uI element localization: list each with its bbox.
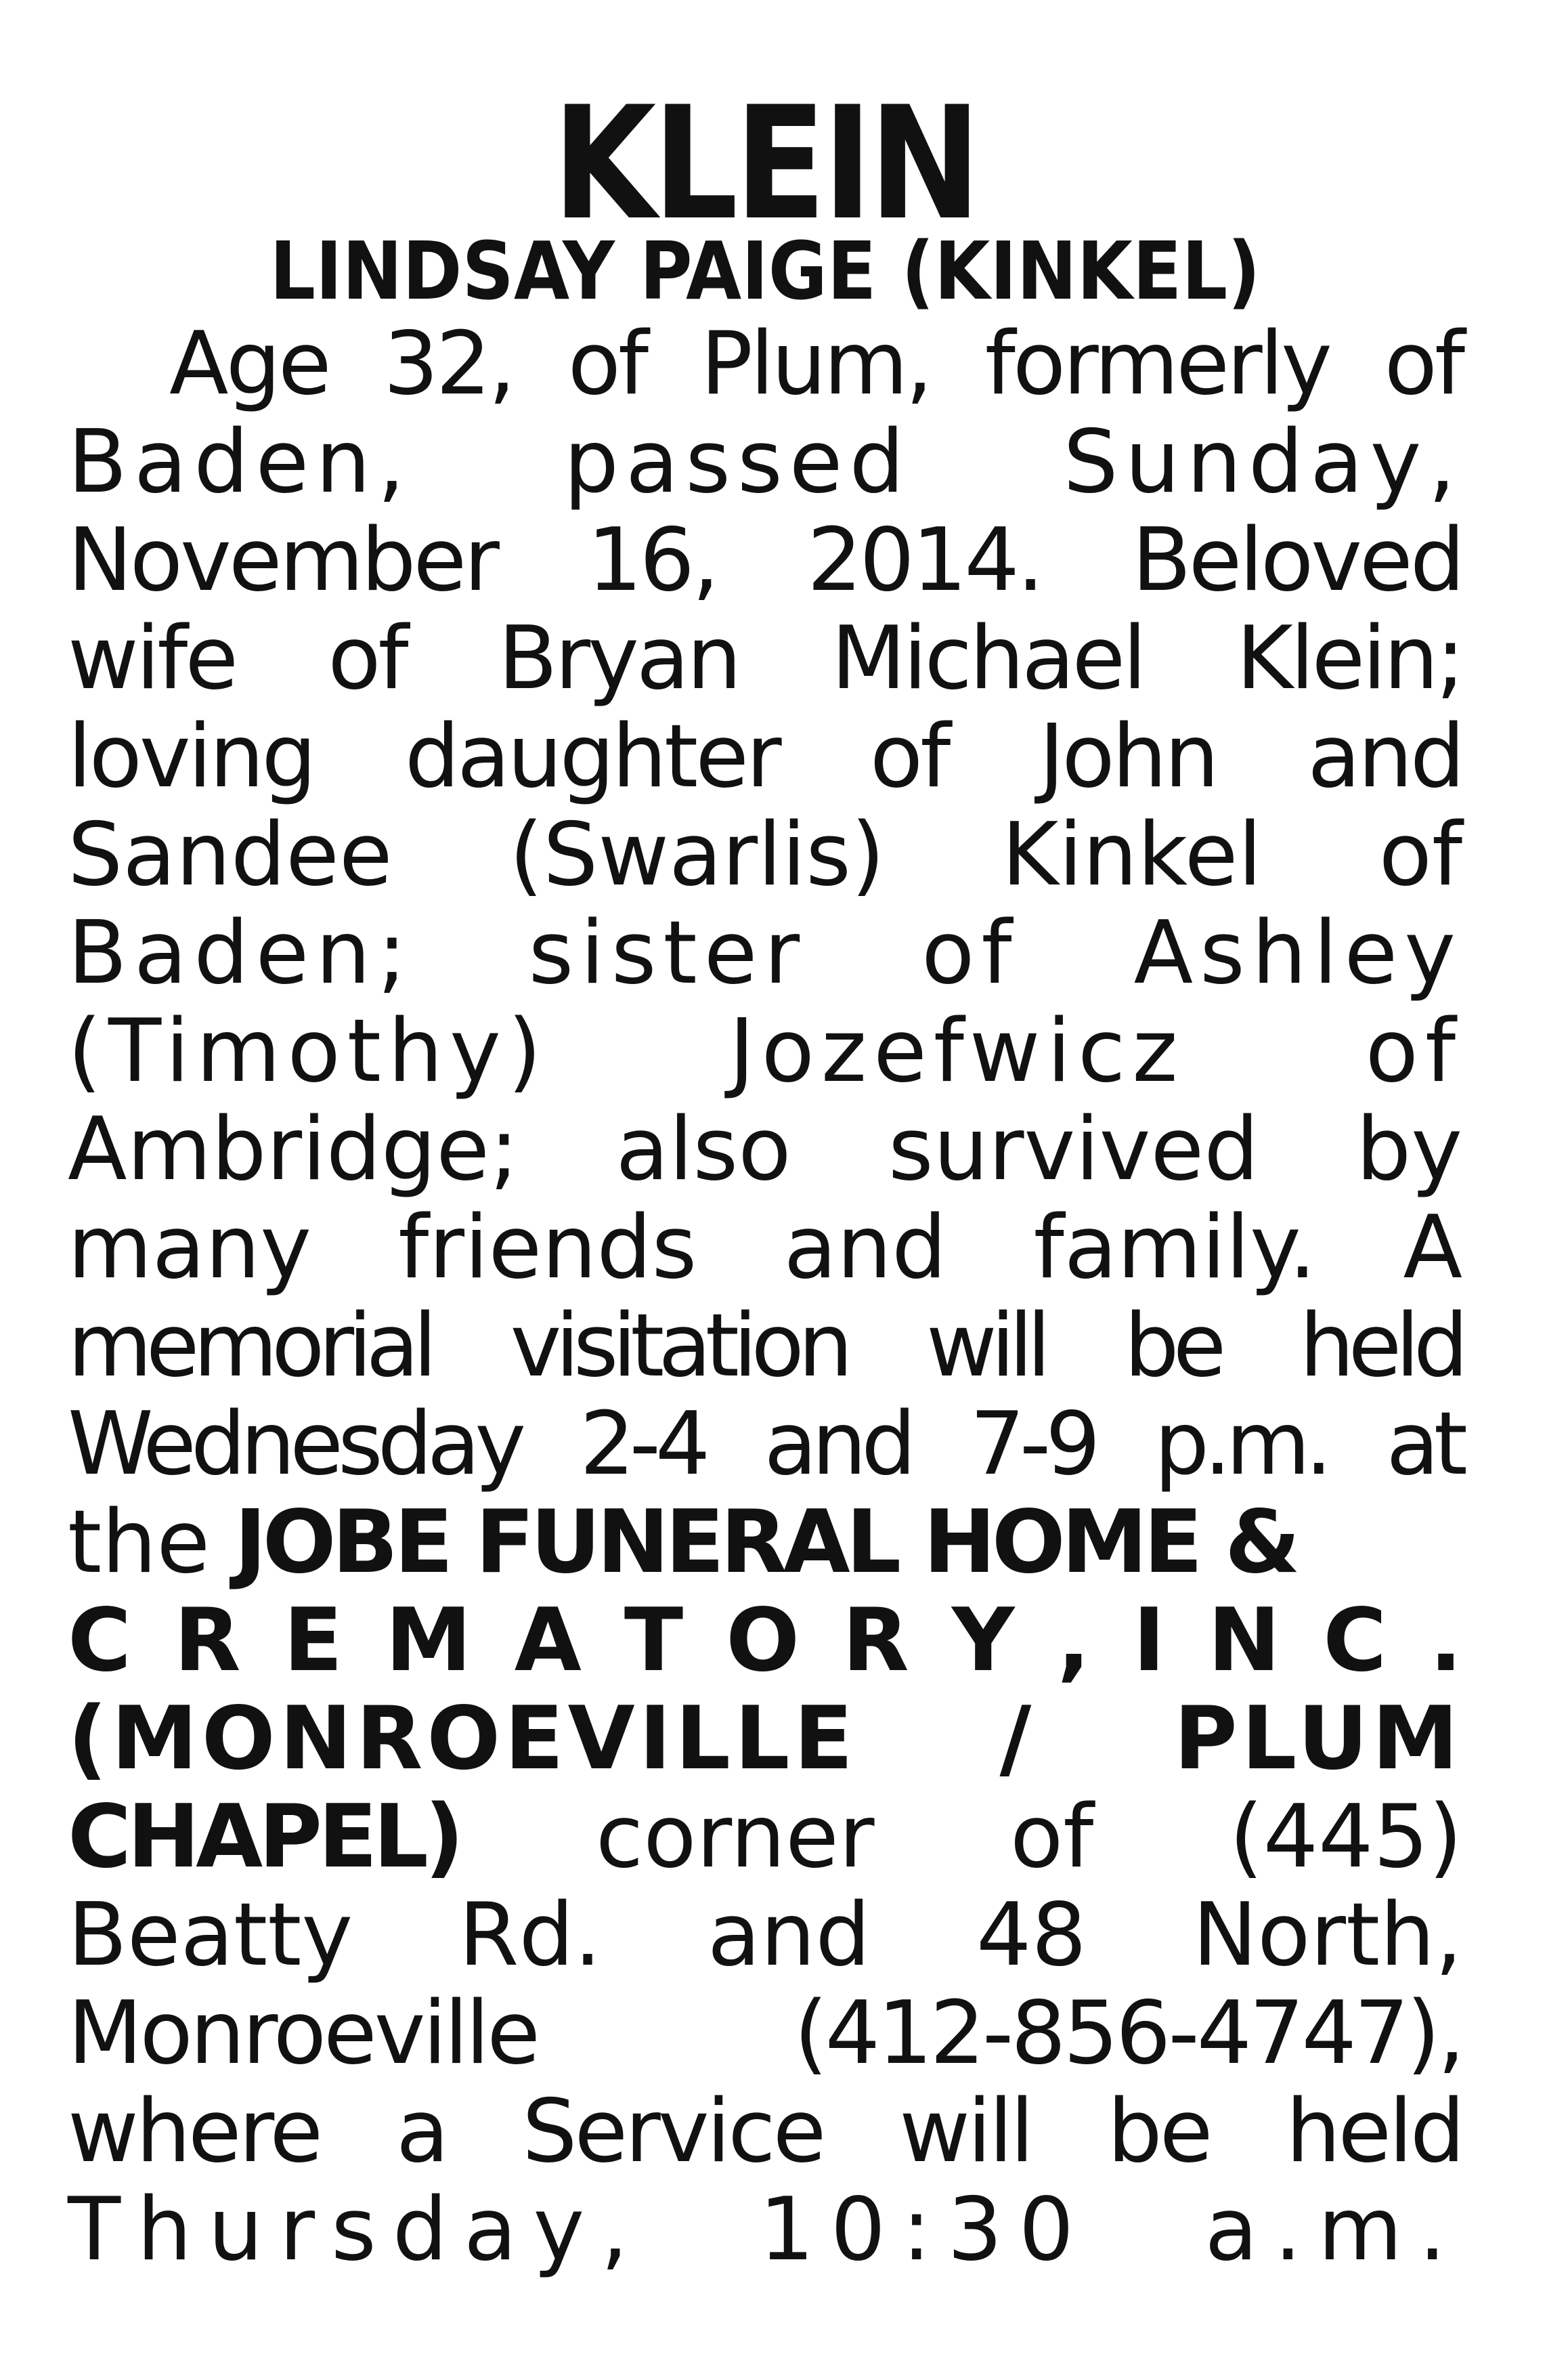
body-word: (Swarlis) bbox=[509, 805, 885, 905]
body-word: by bbox=[1355, 1099, 1462, 1200]
body-word: (MONROEVILLE bbox=[68, 1688, 857, 1789]
body-word: where bbox=[68, 2081, 321, 2182]
body-letter: A bbox=[514, 1590, 582, 1691]
body-word: Bryan bbox=[498, 608, 739, 709]
body-letter: C bbox=[1323, 1590, 1387, 1691]
body-word: Plum, bbox=[700, 314, 930, 414]
body-word: 10:30 bbox=[759, 2179, 1091, 2280]
body-word: Kinkel bbox=[1001, 805, 1262, 905]
body-line bbox=[68, 806, 1462, 904]
body-word: a.m. bbox=[1204, 2179, 1462, 2280]
body-word: friends bbox=[398, 1197, 697, 1298]
body-letter: . bbox=[1429, 1590, 1462, 1691]
body-word: also bbox=[615, 1099, 791, 1200]
body-word: / bbox=[999, 1688, 1032, 1789]
body-word: 32, bbox=[383, 314, 513, 414]
body-word: formerly bbox=[984, 314, 1330, 414]
body-word: Service bbox=[522, 2081, 824, 2182]
body-line bbox=[68, 2083, 1462, 2181]
body-line bbox=[68, 1886, 1462, 1984]
body-word: of bbox=[1378, 805, 1462, 905]
body-letter: N bbox=[1208, 1590, 1281, 1691]
body-word: be bbox=[1124, 1296, 1221, 1396]
body-letter: C bbox=[68, 1590, 131, 1691]
body-word: PLUM bbox=[1173, 1688, 1462, 1789]
body-line bbox=[68, 1493, 1462, 1592]
body-letter: R bbox=[174, 1590, 241, 1691]
body-word: Thursday, bbox=[68, 2179, 645, 2280]
body-letter: O bbox=[726, 1590, 800, 1691]
surname-heading: KLEIN bbox=[552, 74, 978, 255]
body-word: and bbox=[764, 1394, 911, 1495]
body-word: of bbox=[567, 314, 646, 414]
body-word: A bbox=[1403, 1197, 1462, 1298]
body-word: and bbox=[1307, 706, 1462, 807]
body-word: at bbox=[1386, 1394, 1462, 1495]
body-word: 7-9 bbox=[970, 1394, 1095, 1495]
body-word: survived bbox=[888, 1099, 1259, 1200]
body-line bbox=[68, 1199, 1462, 1297]
body-word: Ashley bbox=[1133, 903, 1462, 1004]
body-word: Jozefwicz bbox=[728, 1001, 1185, 1102]
body-word: 16, bbox=[587, 510, 717, 611]
body-word: Ambridge; bbox=[68, 1099, 519, 1200]
body-word: Baden, bbox=[68, 412, 412, 513]
body-word: will bbox=[925, 1296, 1045, 1396]
body-word: Sandee bbox=[68, 805, 393, 905]
body-line bbox=[68, 1592, 1462, 1690]
body-word: of bbox=[869, 706, 949, 807]
body-line bbox=[68, 2181, 1462, 2279]
body-line bbox=[68, 1395, 1462, 1493]
body-word: visitation bbox=[510, 1296, 847, 1396]
body-word: 2-4 bbox=[580, 1394, 705, 1495]
body-word: held bbox=[1286, 2081, 1462, 2182]
phone-number: (412-856-4747), bbox=[793, 1983, 1462, 2084]
body-word: and bbox=[707, 1885, 871, 1986]
body-word: will bbox=[899, 2081, 1032, 2182]
body-line bbox=[68, 1984, 1462, 2083]
body-word: loving bbox=[68, 706, 314, 807]
body-word: family. bbox=[1033, 1197, 1317, 1298]
body-word: Rd. bbox=[458, 1885, 602, 1986]
body-word: of bbox=[1384, 314, 1462, 414]
body-word: a bbox=[395, 2081, 447, 2182]
body-word: sister bbox=[528, 903, 807, 1004]
body-line bbox=[68, 708, 1462, 806]
body-letter: , bbox=[1057, 1590, 1091, 1691]
body-word: Age bbox=[169, 314, 329, 414]
body-word: Wednesday bbox=[68, 1394, 521, 1495]
body-word: North, bbox=[1192, 1885, 1462, 1986]
body-line bbox=[68, 1297, 1462, 1395]
body-word: be bbox=[1107, 2081, 1211, 2182]
body-word: Klein; bbox=[1236, 608, 1462, 709]
body-word: and bbox=[783, 1197, 947, 1298]
body-word: held bbox=[1299, 1296, 1462, 1396]
body-word: the bbox=[68, 1492, 211, 1593]
body-letter: R bbox=[842, 1590, 909, 1691]
body-word: wife bbox=[68, 608, 236, 709]
body-word: memorial bbox=[68, 1296, 431, 1396]
body-line bbox=[68, 904, 1462, 1002]
body-word: of bbox=[921, 903, 1019, 1004]
body-line bbox=[68, 1690, 1462, 1788]
body-line bbox=[68, 1101, 1462, 1199]
body-word: 2014. bbox=[807, 510, 1042, 611]
body-word: many bbox=[68, 1197, 311, 1298]
body-word: Beatty bbox=[68, 1885, 353, 1986]
body-letter: T bbox=[624, 1590, 684, 1691]
body-word: Monroeville bbox=[68, 1983, 538, 2084]
obituary-notice bbox=[68, 74, 1462, 2280]
full-name-heading: LINDSAY PAIGE (KINKEL) bbox=[269, 224, 1261, 318]
chapel-name: CHAPEL) bbox=[68, 1787, 460, 1887]
body-word: John bbox=[1039, 706, 1217, 807]
body-word: (Timothy) bbox=[68, 1001, 548, 1102]
body-word: Sunday, bbox=[1063, 412, 1462, 513]
body-line bbox=[68, 1002, 1462, 1101]
body-letter: M bbox=[385, 1590, 472, 1691]
body-word: Baden; bbox=[68, 903, 414, 1004]
body-line bbox=[68, 315, 1462, 413]
body-word: p.m. bbox=[1154, 1394, 1328, 1495]
obituary-body bbox=[68, 315, 1462, 2279]
body-word: (445) bbox=[1229, 1787, 1462, 1887]
body-line bbox=[68, 1788, 1462, 1886]
body-line bbox=[68, 511, 1462, 610]
body-line bbox=[68, 413, 1462, 511]
body-letter: I bbox=[1133, 1590, 1165, 1691]
body-letter: E bbox=[283, 1590, 343, 1691]
body-line bbox=[68, 610, 1462, 708]
body-word: Beloved bbox=[1131, 510, 1462, 611]
body-word: of bbox=[1009, 1787, 1094, 1887]
body-word: 48 bbox=[976, 1885, 1087, 1986]
funeral-home-name: JOBE FUNERAL HOME & bbox=[234, 1492, 1297, 1593]
body-word: corner bbox=[595, 1787, 875, 1887]
body-word: daughter bbox=[404, 706, 779, 807]
body-word: Michael bbox=[831, 608, 1144, 709]
body-letter: Y bbox=[951, 1590, 1015, 1691]
body-word: of bbox=[328, 608, 406, 709]
body-word: November bbox=[68, 510, 497, 611]
body-word: passed bbox=[563, 412, 911, 513]
body-word: of bbox=[1365, 1001, 1462, 1102]
